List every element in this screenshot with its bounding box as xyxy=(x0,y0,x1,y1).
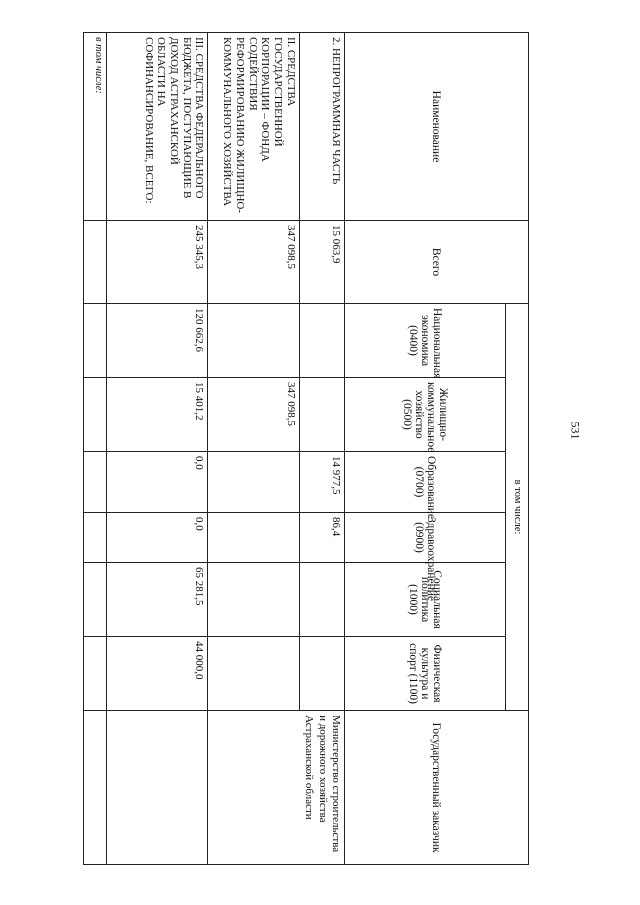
header-total: Всего xyxy=(344,221,528,304)
row-value-1100 xyxy=(208,637,299,711)
row-total xyxy=(84,221,107,304)
row-name: 2. НЕПРОГРАММНАЯ ЧАСТЬ xyxy=(299,33,344,221)
row-value-0700 xyxy=(84,452,107,513)
row-value-0700 xyxy=(208,452,299,513)
header-col-0500: Жилищно-коммунальное хозяйство (0500) xyxy=(344,378,506,452)
header-customer: Государственный заказчик xyxy=(344,711,528,865)
row-value-0400 xyxy=(299,304,344,378)
row-customer xyxy=(84,711,107,865)
header-col-0400: Национальная экономика (0400) xyxy=(344,304,506,378)
row-name: II. СРЕДСТВА ГОСУДАРСТВЕННОЙ КОРПОРАЦИИ – ФОНДА СОДЕЙСТВИЯ РЕФОРМИРОВАНИЮ ЖИЛИЩНО-КОММУНАЛЬНОГО ХОЗЯЙСТВА xyxy=(208,33,299,221)
row-total: 347 098,5 xyxy=(208,221,299,304)
header-including: в том числе: xyxy=(506,304,529,711)
header-col-0700: Образование (0700) xyxy=(344,452,506,513)
row-name: в том числе: xyxy=(84,33,107,221)
row-value-0700: 0,0 xyxy=(106,452,208,513)
row-value-1100: 44 000,0 xyxy=(106,637,208,711)
rotated-sheet xyxy=(83,32,529,864)
header-name: Наименование xyxy=(344,33,528,221)
row-customer xyxy=(106,711,208,865)
header-col-1100: Физическая культура и спорт (1100) xyxy=(344,637,506,711)
row-value-1100 xyxy=(84,637,107,711)
row-value-0500 xyxy=(84,378,107,452)
row-value-0400: 120 662,6 xyxy=(106,304,208,378)
row-name: III. СРЕДСТВА ФЕДЕРАЛЬНОГО БЮДЖЕТА, ПОСТУПАЮЩИЕ В ДОХОД АСТРАХАНСКОЙ ОБЛАСТИ НА СОФИНАНСИРОВАНИЕ, ВСЕГО: xyxy=(106,33,208,221)
header-col-1000: Социальная политика (1000) xyxy=(344,563,506,637)
row-value-0700: 14 977,5 xyxy=(299,452,344,513)
budget-table xyxy=(83,32,529,865)
table-row xyxy=(84,33,107,865)
table-row xyxy=(106,33,208,865)
row-total: 15 063,9 xyxy=(299,221,344,304)
row-value-1100 xyxy=(299,637,344,711)
row-value-1000 xyxy=(84,563,107,637)
row-value-1000: 65 281,5 xyxy=(106,563,208,637)
row-value-0400 xyxy=(208,304,299,378)
row-total: 245 345,3 xyxy=(106,221,208,304)
row-value-0900 xyxy=(84,513,107,563)
table-row xyxy=(299,33,344,865)
row-value-0900: 86,4 xyxy=(299,513,344,563)
row-value-0500: 347 098,5 xyxy=(208,378,299,452)
page-number: 531 xyxy=(568,421,583,440)
row-value-0500 xyxy=(299,378,344,452)
row-value-0400 xyxy=(84,304,107,378)
header-col-0900: Здравоохранение (0900) xyxy=(344,513,506,563)
row-value-0900 xyxy=(208,513,299,563)
row-value-0500: 15 401,2 xyxy=(106,378,208,452)
row-value-1000 xyxy=(299,563,344,637)
row-customer: Министерство строительства и дорожного хозяйства Астраханской области xyxy=(208,711,345,865)
row-value-0900: 0,0 xyxy=(106,513,208,563)
row-value-1000 xyxy=(208,563,299,637)
